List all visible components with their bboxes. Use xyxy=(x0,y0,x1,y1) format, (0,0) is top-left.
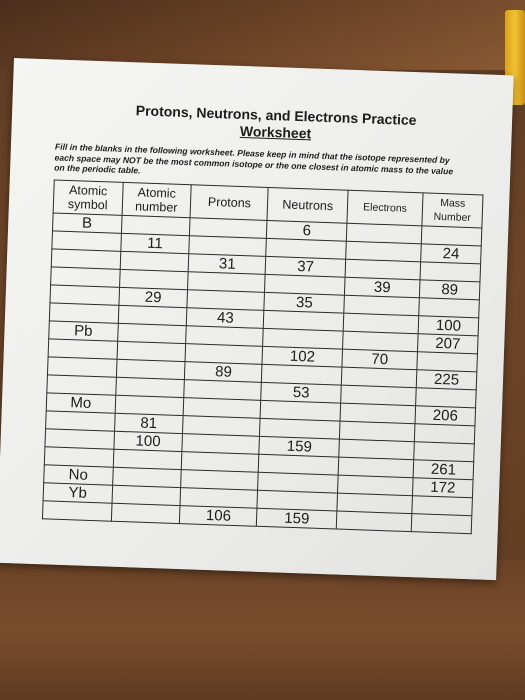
cell-electrons xyxy=(336,511,412,532)
cell-atomic-symbol: Mo xyxy=(46,392,115,412)
cell-atomic-symbol xyxy=(47,356,116,376)
cell-mass-number: 24 xyxy=(421,243,481,263)
cell-neutrons: 37 xyxy=(266,256,346,277)
cell-atomic-number xyxy=(112,467,181,487)
cell-atomic-symbol xyxy=(50,284,119,304)
cell-mass-number: 89 xyxy=(419,279,479,299)
cell-atomic-number xyxy=(112,485,181,505)
header-electrons: Electrons xyxy=(347,190,423,226)
cell-mass-number xyxy=(412,495,472,515)
cell-atomic-symbol xyxy=(47,374,116,394)
worksheet-table xyxy=(42,179,484,534)
header-atomic-symbol: Atomic symbol xyxy=(53,179,123,214)
header-mass-number: Mass Number xyxy=(422,192,483,227)
worksheet-content xyxy=(42,100,496,535)
header-atomic-number: Atomic number xyxy=(122,182,192,217)
cell-atomic-symbol xyxy=(52,230,121,250)
cell-atomic-number xyxy=(111,503,180,523)
cell-mass-number xyxy=(420,261,480,281)
cell-mass-number xyxy=(416,387,476,407)
cell-atomic-number xyxy=(115,377,184,397)
cell-atomic-symbol xyxy=(46,410,115,430)
cell-protons: 31 xyxy=(188,253,266,274)
cell-atomic-symbol: Pb xyxy=(49,320,118,340)
cell-protons: 89 xyxy=(185,361,263,382)
cell-atomic-symbol: B xyxy=(53,212,122,232)
title-line-1: Protons, Neutrons, and Electrons Practice xyxy=(135,102,417,129)
cell-mass-number xyxy=(419,297,479,317)
cell-mass-number: 206 xyxy=(415,405,475,425)
wood-table-bottom xyxy=(0,560,525,700)
cell-atomic-symbol xyxy=(49,302,118,322)
cell-atomic-number xyxy=(116,359,185,379)
cell-mass-number: 261 xyxy=(413,459,473,479)
worksheet-table-body xyxy=(42,212,481,533)
cell-mass-number xyxy=(421,225,481,245)
cell-mass-number xyxy=(414,423,474,443)
header-neutrons: Neutrons xyxy=(267,187,348,223)
worksheet-title xyxy=(55,100,496,149)
cell-atomic-number xyxy=(117,341,186,361)
cell-neutrons: 6 xyxy=(267,220,347,241)
instructions: Fill in the blanks in the following worksheet. Please keep in mind that the isotope represented by each space may NOT be the most common isotope or the one closest in atomic mass to the value on the periodic table. xyxy=(54,141,454,176)
cell-atomic-symbol xyxy=(45,428,114,448)
worksheet-paper xyxy=(0,58,514,580)
cell-neutrons: 35 xyxy=(264,292,344,313)
cell-neutrons: 159 xyxy=(259,436,339,457)
cell-atomic-number xyxy=(113,449,182,469)
cell-atomic-number xyxy=(118,305,187,325)
header-protons: Protons xyxy=(190,184,268,220)
cell-atomic-number xyxy=(117,323,186,343)
cell-atomic-symbol xyxy=(48,338,117,358)
cell-electrons: 70 xyxy=(342,349,418,370)
cell-mass-number: 207 xyxy=(418,333,478,353)
cell-mass-number: 172 xyxy=(413,477,473,497)
cell-atomic-number xyxy=(115,395,184,415)
cell-atomic-symbol xyxy=(42,500,111,520)
cell-neutrons: 102 xyxy=(262,346,342,367)
cell-mass-number: 100 xyxy=(418,315,478,335)
cell-mass-number xyxy=(414,441,474,461)
cell-atomic-number: 100 xyxy=(114,431,183,451)
cell-atomic-number xyxy=(121,215,190,235)
cell-electrons: 39 xyxy=(344,277,420,298)
cell-neutrons: 53 xyxy=(261,382,341,403)
cell-atomic-symbol xyxy=(51,248,120,268)
cell-mass-number: 225 xyxy=(416,369,476,389)
cell-atomic-number xyxy=(120,251,189,271)
cell-atomic-number: 81 xyxy=(114,413,183,433)
cell-atomic-symbol: No xyxy=(44,464,113,484)
title-line-2: Worksheet xyxy=(239,122,312,142)
cell-protons: 43 xyxy=(186,307,264,328)
cell-atomic-number: 29 xyxy=(119,287,188,307)
cell-protons: 106 xyxy=(180,505,258,526)
cell-atomic-number xyxy=(119,269,188,289)
cell-atomic-symbol xyxy=(51,266,120,286)
cell-atomic-number: 11 xyxy=(120,233,189,253)
cell-neutrons: 159 xyxy=(257,508,337,529)
cell-mass-number xyxy=(411,513,471,533)
cell-mass-number xyxy=(417,351,477,371)
cell-atomic-symbol: Yb xyxy=(43,482,112,502)
cell-atomic-symbol xyxy=(44,446,113,466)
